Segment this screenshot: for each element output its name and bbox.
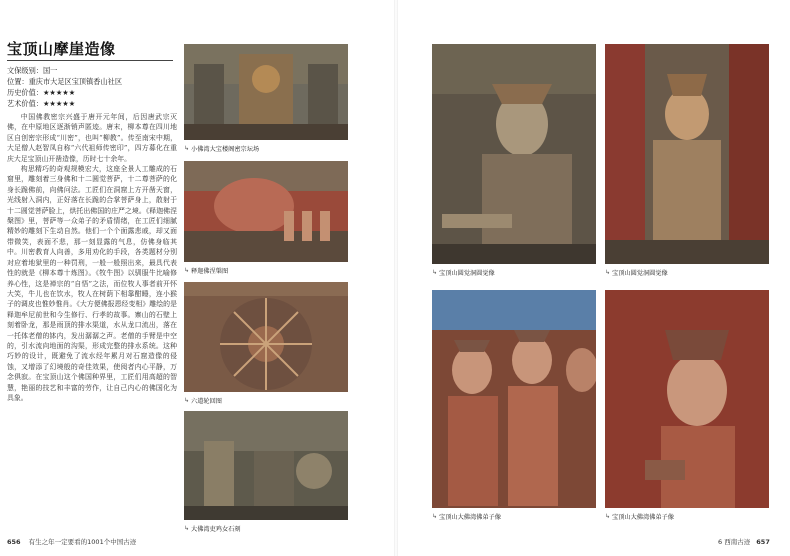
meta-label: 艺术价值：	[7, 99, 43, 108]
caption-marker-icon: ↳	[184, 525, 190, 532]
caption-marker-icon: ↳	[605, 269, 611, 276]
caption-marker-icon: ↳	[184, 267, 190, 274]
left-footer	[7, 537, 136, 546]
meta-value: 重庆市大足区宝顶镇香山社区	[28, 77, 123, 86]
page-gutter	[394, 0, 398, 556]
page-number: 657	[756, 538, 770, 546]
photo-caption: ↳ 宝顶山大佛湾佛弟子像	[432, 513, 501, 521]
photo-caption: ↳ 释迦佛涅槃图	[184, 267, 229, 275]
photo-chicken-woman-carving	[184, 411, 348, 520]
photo-disciples-right	[605, 290, 769, 508]
meta-location	[7, 77, 122, 87]
caption-marker-icon: ↳	[184, 397, 190, 404]
photo-bodhisattva-left	[432, 44, 596, 264]
photo-caption: ↳ 大佛湾吏鸡女石刻	[184, 525, 241, 533]
page-number: 656	[7, 538, 21, 546]
photo-caption: ↳ 宝顶山圆觉洞圆觉像	[605, 269, 668, 277]
photo-mandala-platform	[184, 44, 348, 140]
meta-value: ★★★★★	[42, 88, 76, 97]
section-title: 6 西南古迹	[718, 538, 751, 546]
caption-marker-icon: ↳	[184, 145, 190, 152]
article-body	[7, 112, 177, 403]
meta-value: 国一	[42, 66, 58, 75]
photo-caption: ↳ 六道轮回图	[184, 397, 222, 405]
right-footer	[718, 537, 770, 546]
meta-label: 历史价值：	[7, 88, 43, 97]
title-rule	[7, 60, 173, 61]
article-paragraph: 中国佛教密宗兴盛于唐开元年间，后因唐武宗灭佛，在中原地区逐渐销声匿迹。唐末，柳本尊在四川地区自创密宗形成“川密”，也叫“柳教”。传至南宋中期，大足僧人赵智凤自称“六代祖师传密印”，四方募化在重庆大足宝顶山开凿造像，历时七十余年。	[7, 113, 177, 163]
meta-label: 文保级别：	[7, 66, 43, 75]
caption-marker-icon: ↳	[432, 269, 438, 276]
photo-wheel-of-life	[184, 282, 348, 392]
meta-heritage-level	[7, 66, 57, 76]
photo-bodhisattva-right	[605, 44, 769, 264]
meta-historic-value	[7, 88, 75, 98]
article-paragraph: 构思精巧的奇观规模宏大，这座全景人工雕成的石窟里，雕刻着三身佛和十二圆觉菩萨，十二尊菩萨的化身长跪佛前，向佛问法。工匠们在洞窟上方开凿天窗，光线射入洞内，正好落在长跪的合掌菩萨身上，散射于十二圆觉菩萨脸上，烘托出佛国的庄严之境。《释迦佛涅槃图》里，菩萨等一众弟子的矛盾情绪，在工匠们细腻精妙的雕刻下生动自然。他们一个个面露悲戚，却又面带微笑，表面不悲，那一刻显露的气息，仿佛身临其中。川密教育人向善，多用劝化的手段，各类题材分别对应着地狱里的一种罚刑，一般一般照出来，最具代表性的就是《柳本尊十炼图》。《牧牛图》以驯服牛比喻修养心性，这是禅宗的“自悟”之法，而位牧人事者前开怀大笑，牛儿也在饮水，牧人在树荫下相靠酣睡，连小猴子的调皮也惟妙惟肖。《大方便佛报恩经变相》雕绘的是释迦牟尼前世和今生修行、行孝的故事。寨山的石壁上刻着卧龙，那是雨顶的排水渠道，水从龙口流出，落在一托体老僧的钵内，发出潺潺之声。老僧的手臂是中空的，引水流向地面的沟渠，形成完整的排水系统。这种巧妙的设计，既避免了流水经年累月对石窟造像的侵蚀，又增添了幻境般的奇佳效果，使阅者内心平静，万念俱寂。在宝顶山这个佛国种界里，工匠们用高超的智慧，艳丽的技艺和丰富的劳作，让自己内心的佛国化为具象。	[7, 165, 177, 402]
photo-caption: ↳ 宝顶山大佛湾佛弟子像	[605, 513, 674, 521]
book-title: 有生之年一定要看的1001个中国古迹	[28, 538, 137, 546]
meta-value: ★★★★★	[42, 99, 76, 108]
photo-caption: ↳ 小佛湾大宝楼阁密宗坛场	[184, 145, 260, 153]
meta-artistic-value	[7, 99, 75, 109]
photo-caption: ↳ 宝顶山圆觉洞圆觉像	[432, 269, 495, 277]
caption-marker-icon: ↳	[605, 513, 611, 520]
meta-label: 位置：	[7, 77, 29, 86]
photo-nirvana-buddha	[184, 161, 348, 262]
caption-marker-icon: ↳	[432, 513, 438, 520]
article-title: 宝顶山摩崖造像	[7, 40, 116, 58]
photo-disciples-left	[432, 290, 596, 508]
